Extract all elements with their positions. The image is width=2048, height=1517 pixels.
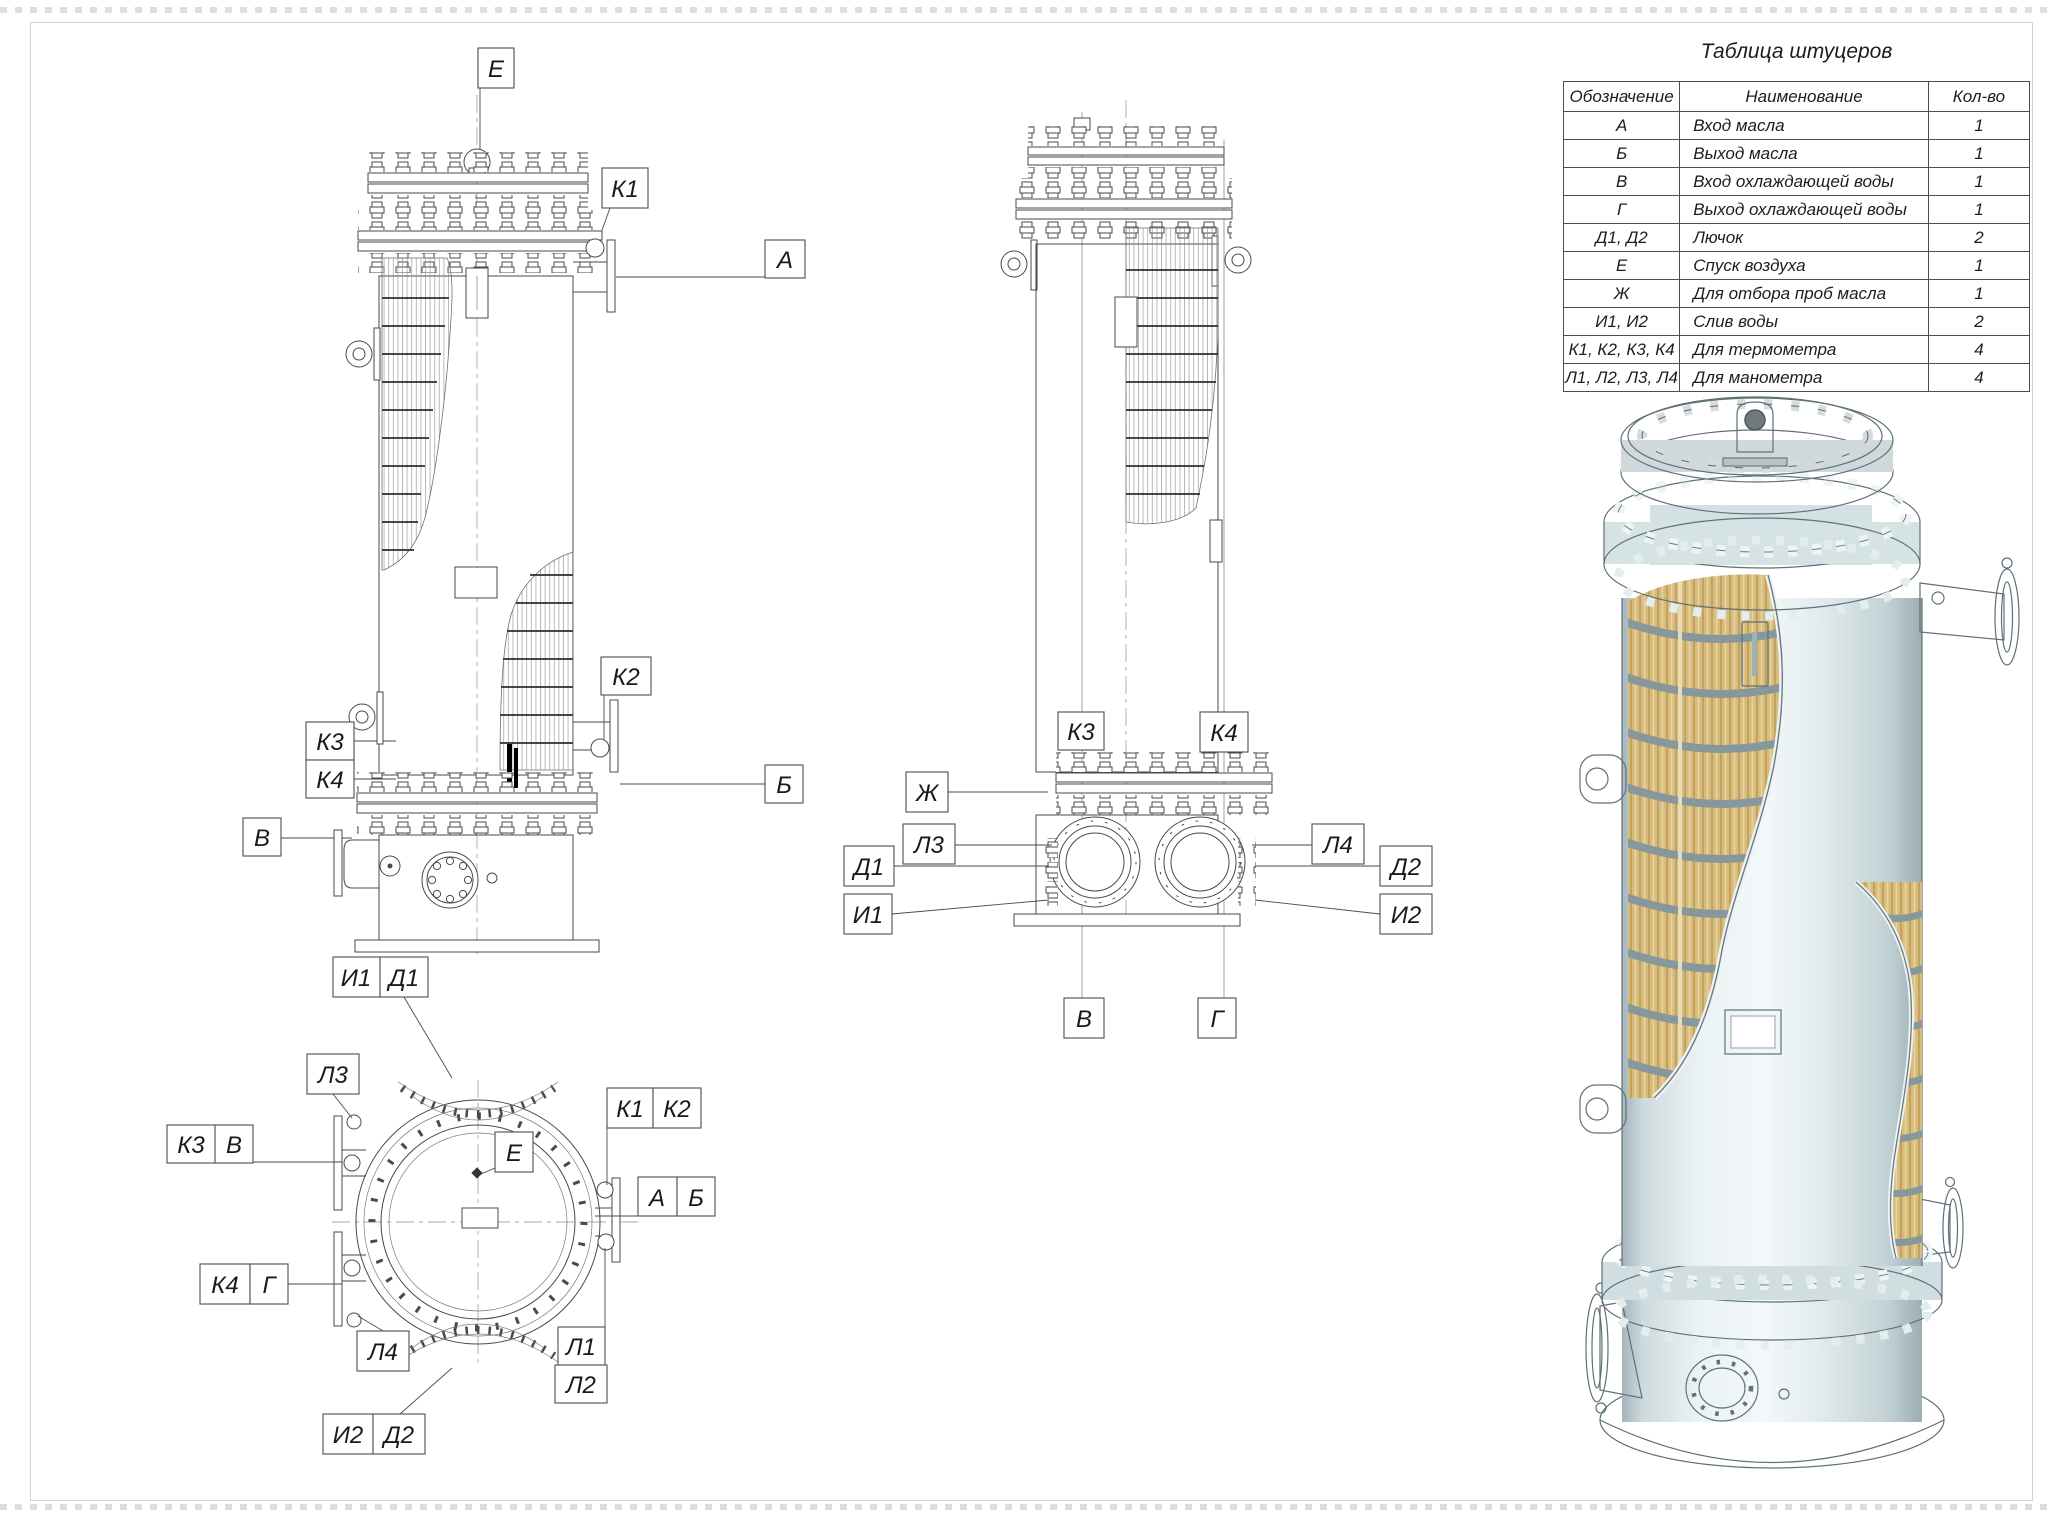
cell-mark: Л1, Л2, Л3, Л4 [1564,364,1680,392]
leader-side-i1 [892,900,1049,914]
side-bottom-flange [1056,752,1272,815]
svg-text:Л2: Л2 [566,1372,596,1399]
cell-qty: 4 [1928,364,2029,392]
callout-tv-b [677,1177,715,1216]
cell-qty: 1 [1928,196,2029,224]
callout-fv-b [765,765,803,803]
svg-text:В: В [225,1132,243,1159]
cell-name: Слив воды [1680,308,1929,336]
callout-sv-l4 [1312,824,1364,864]
thermometer-boss-k2 [591,739,609,757]
callout-sv-l3 [903,824,955,864]
svg-text:Е: Е [487,56,505,83]
svg-text:И2: И2 [1390,902,1422,929]
svg-text:Д2: Д2 [1390,854,1422,881]
svg-text:Ж: Ж [915,780,939,807]
callout-sv-k4 [1200,712,1248,752]
svg-text:И2: И2 [332,1422,364,1449]
front-base-plate [355,940,599,952]
callout-fv-k2 [601,657,651,695]
window-3d [1725,1010,1781,1054]
leader-top-e [481,1168,495,1174]
callout-sv-g [1198,998,1236,1038]
cell-mark: А [1564,112,1680,140]
svg-text:К4: К4 [211,1272,239,1299]
svg-text:К2: К2 [612,664,640,691]
svg-text:И1: И1 [852,902,884,929]
svg-text:А: А [776,247,794,274]
callout-tv-i2 [323,1414,373,1454]
svg-text:В: В [1075,1006,1093,1033]
cell-qty: 1 [1928,168,2029,196]
callout-tv-k4 [200,1264,250,1304]
side-level-gauge [1115,297,1137,347]
callout-tv-l2 [555,1365,607,1403]
cell-name: Вход масла [1680,112,1929,140]
cell-mark: Е [1564,252,1680,280]
cell-mark: Б [1564,140,1680,168]
cell-qty: 1 [1928,252,2029,280]
svg-text:Г: Г [1210,1006,1224,1033]
cell-name: Для манометра [1680,364,1929,392]
svg-text:К3: К3 [177,1132,205,1159]
svg-text:К1: К1 [611,176,639,203]
side-tube-bundle [1126,228,1218,524]
leader-top-i2-d2 [400,1368,452,1414]
svg-text:К4: К4 [316,767,344,794]
callout-tv-l1 [558,1327,605,1365]
nozzle-v-water-inlet [334,830,400,896]
cell-name: Выход охлаждающей воды [1680,196,1929,224]
front-blind-flange [422,852,497,908]
cell-mark: Д1, Д2 [1564,224,1680,252]
leader-top-i1-d1 [404,997,452,1078]
lifting-lug [1001,240,1037,290]
manhole-d1 [1050,817,1140,907]
callout-sv-k3 [1058,712,1104,750]
cell-qty: 4 [1928,336,2029,364]
callout-sv-d1 [844,846,894,886]
lifting-lug [346,328,380,380]
cell-name: Для отбора проб масла [1680,280,1929,308]
top-nozzle-a-b [595,1178,620,1262]
lifting-lug-3d [1580,1085,1626,1133]
callout-tv-i1 [333,957,380,997]
cell-mark: В [1564,168,1680,196]
top-nozzle-g-k4 [334,1232,366,1327]
front-bottom-flange [357,772,597,835]
cell-name: Лючок [1680,224,1929,252]
callout-fv-k3 [306,722,354,760]
svg-text:Б: Б [688,1185,704,1212]
top-vent-e [471,1167,482,1178]
cell-name: Вход охлаждающей воды [1680,168,1929,196]
front-tube-bundle-lower [500,552,573,770]
callout-sv-i2 [1380,894,1432,934]
side-fitting [1210,520,1222,562]
svg-text:Д2: Д2 [383,1422,415,1449]
callout-tv-g [250,1264,288,1304]
svg-text:К2: К2 [663,1096,691,1123]
svg-text:И1: И1 [340,965,372,992]
callout-fv-a [765,240,805,278]
front-top-cover-flange [368,152,588,215]
side-view [844,100,1432,1038]
callout-fv-k1 [602,168,648,208]
svg-text:К4: К4 [1210,720,1238,747]
svg-text:Л3: Л3 [318,1062,348,1089]
svg-text:Г: Г [262,1272,276,1299]
cell-mark: К1, К2, К3, К4 [1564,336,1680,364]
callout-tv-l4 [357,1331,409,1371]
callout-fv-e [478,48,514,88]
svg-text:В: В [253,825,271,852]
water-chamber-3d [1622,1300,1922,1422]
header-qty: Кол-во [1928,82,2029,112]
svg-text:Б: Б [776,772,792,799]
svg-text:А: А [648,1185,666,1212]
lifting-lug-3d [1580,755,1626,803]
callout-tv-k3 [167,1125,215,1163]
callout-tv-d1 [380,957,428,997]
callout-sv-zh [906,772,948,812]
top-nozzle-v-k3 [334,1115,366,1210]
svg-text:К1: К1 [616,1096,644,1123]
cell-mark: Ж [1564,280,1680,308]
leader-side-i2 [1255,900,1380,914]
cell-qty: 1 [1928,280,2029,308]
svg-text:К3: К3 [316,729,344,756]
cell-name: Для термометра [1680,336,1929,364]
svg-text:Л4: Л4 [1323,832,1353,859]
header-name: Наименование [1680,82,1929,112]
cell-mark: Г [1564,196,1680,224]
callout-tv-d2 [373,1414,425,1454]
svg-text:Л4: Л4 [368,1339,398,1366]
cover-3d [1621,397,1893,514]
svg-text:Д1: Д1 [853,854,885,881]
cell-qty: 2 [1928,308,2029,336]
svg-text:К3: К3 [1067,719,1095,746]
table-title: Таблица штуцеров [1700,40,1893,63]
callout-tv-l3 [307,1054,359,1094]
front-tube-bundle-upper [382,258,452,570]
side-base-plate [1014,914,1240,926]
render-3d [1580,397,2019,1468]
manhole-d2 [1155,817,1245,907]
cell-name: Спуск воздуха [1680,252,1929,280]
cell-qty: 1 [1928,140,2029,168]
callout-fv-v [243,818,281,856]
cell-qty: 1 [1928,112,2029,140]
sight-glass [455,567,497,598]
leader-top-l4 [358,1316,383,1331]
callout-sv-d2 [1380,846,1432,886]
callout-tv-e [495,1132,533,1172]
top-center-boss [462,1208,498,1228]
side-top-cover-flange [1028,126,1224,187]
svg-text:Д1: Д1 [388,965,420,992]
header-mark: Обозначение [1564,82,1680,112]
callout-fv-k4 [306,760,354,798]
callout-tv-k2 [653,1088,701,1128]
thermometer-boss-k1 [586,239,604,257]
nozzle-3d-top-right [1920,558,2019,665]
nozzle-b-oil-outlet [573,700,618,772]
cell-mark: И1, И2 [1564,308,1680,336]
svg-text:Е: Е [505,1140,523,1167]
svg-text:Л1: Л1 [566,1334,596,1361]
svg-text:Л3: Л3 [914,832,944,859]
cell-qty: 2 [1928,224,2029,252]
callout-sv-i1 [844,894,892,934]
callout-sv-v [1064,998,1104,1038]
top-view [167,957,715,1454]
cell-name: Выход масла [1680,140,1929,168]
callout-tv-k1 [607,1088,653,1128]
leader-top-l3 [333,1094,352,1118]
callout-tv-a [638,1177,677,1216]
front-view [243,48,805,958]
callout-tv-v [215,1125,253,1163]
bottom-head [1600,1420,1944,1463]
